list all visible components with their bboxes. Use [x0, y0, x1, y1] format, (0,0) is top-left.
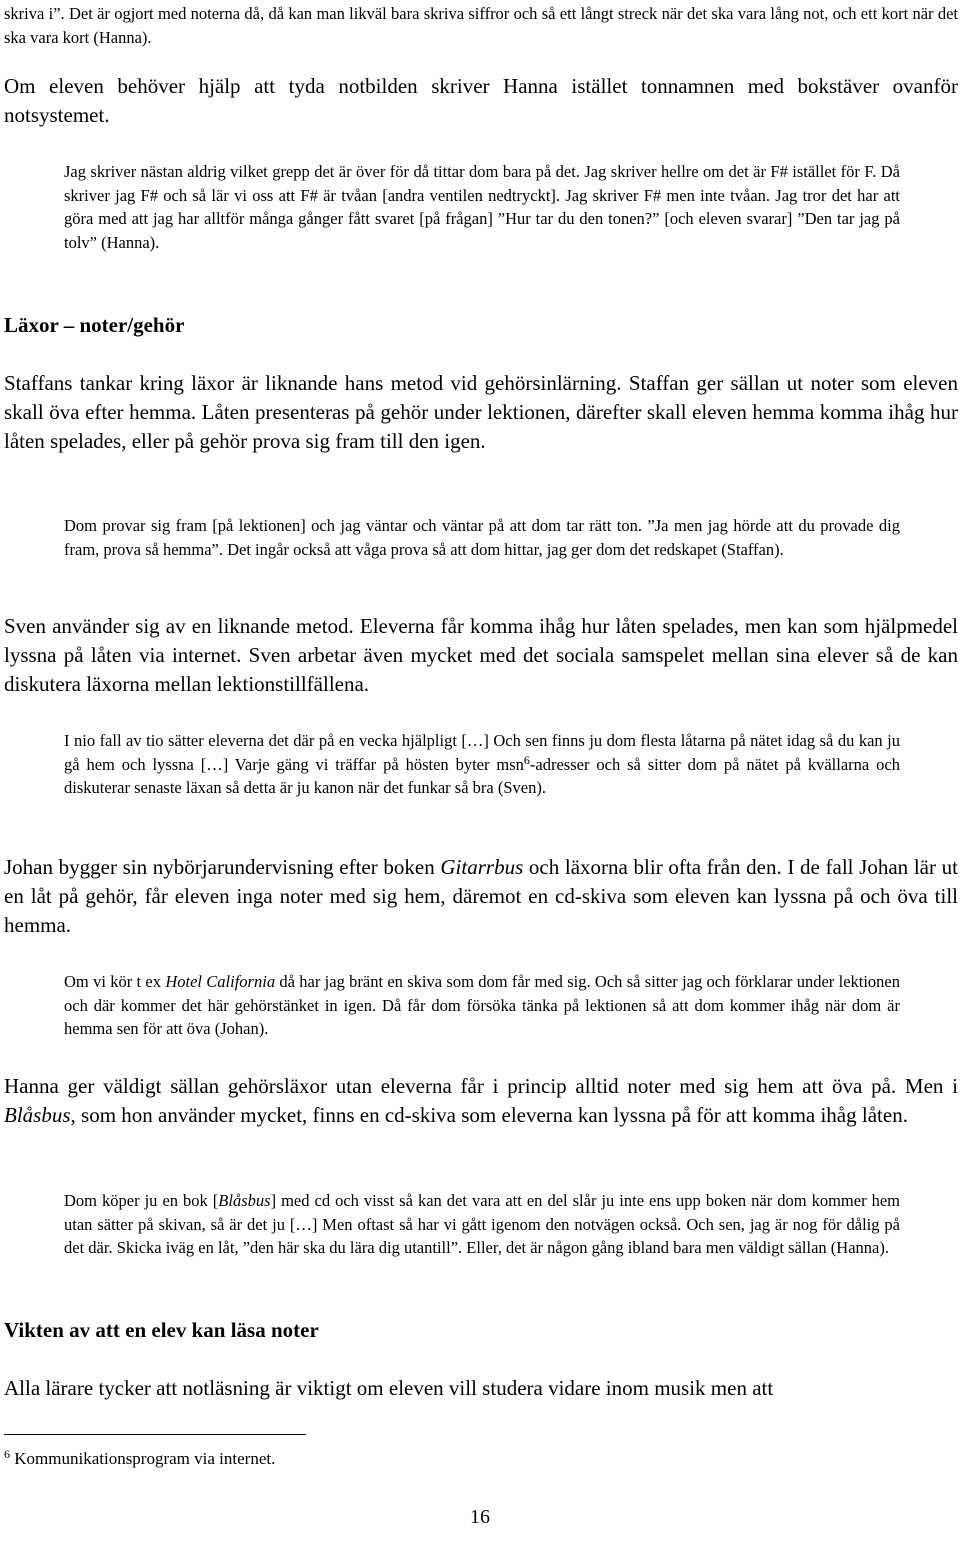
heading-laxor: Läxor – noter/gehör	[4, 313, 185, 337]
paragraph-hanna-homework	[4, 1072, 958, 1130]
paragraph-hanna-text-b: , som hon använder mycket, finns en cd-skiva som eleverna kan lyssna på för att komma ihåg låten.	[70, 1103, 908, 1127]
quote-johan-text-a: Om vi kör t ex	[64, 972, 166, 991]
paragraph-hanna-intro: Om eleven behöver hjälp att tyda notbilden skriver Hanna istället tonnamnen med bokstäver ovanför notsystemet.	[4, 74, 958, 127]
footnote-text: Kommunikationsprogram via internet.	[10, 1449, 276, 1468]
footnote-separator	[4, 1434, 306, 1435]
paragraph-hanna-text-a: Hanna ger väldigt sällan gehörsläxor utan eleverna får i princip alltid noter med sig hem att öva på. Men i	[4, 1074, 958, 1098]
song-title-hotel-california: Hotel California	[165, 972, 276, 991]
quote-sven-text-b: -adresser och så sitter dom på nätet på kvällarna och diskuterar senaste läxan så detta är ju kanon när det funkar så bra (Sven).	[64, 754, 900, 797]
book-title-blasbus: Blåsbus	[4, 1103, 71, 1127]
footnote	[4, 1447, 275, 1471]
quote-hanna2-text-a: Dom köper ju en bok [	[64, 1191, 219, 1210]
heading-vikten: Vikten av att en elev kan läsa noter	[4, 1318, 319, 1342]
quote-hanna2-text-b: ] med cd och visst så kan det vara att en del slår ju inte ens upp boken när dom kommer hem utan sätter på skivan, så är det ju […] Men oftast så har vi gått igenom den notvägen också. Och sen, jag är nog för dålig på det där. Skicka iväg en låt, ”den här ska du lära dig utantill”. Eller, det är någon gång ibland bara men väldigt sällan (Hanna).	[64, 1191, 900, 1257]
quote-staffan: Dom provar sig fram [på lektionen] och jag väntar och väntar på att dom tar rätt ton. ”Ja men jag hörde att du provade dig fram, prova så hemma”. Det ingår också att våga prova så att dom hittar, jag ger dom det redskapet (Staffan).	[64, 516, 900, 559]
paragraph-johan-text-a: Johan bygger sin nybörjarundervisning efter boken	[4, 855, 441, 879]
page-number: 16	[470, 1506, 490, 1528]
footnote-ref: 6	[523, 752, 530, 767]
book-title-blasbus-quote: Blåsbus	[218, 1191, 271, 1210]
paragraph-sven: Sven använder sig av en liknande metod. Eleverna får komma ihåg hur låten spelades, men kan som hjälpmedel lyssna på låten via internet. Sven arbetar även mycket med det sociala samspelet mellan sina elever så de kan diskutera läxorna mellan lektionstillfällena.	[4, 614, 958, 696]
paragraph-johan	[4, 853, 958, 940]
quote-hanna: Jag skriver nästan aldrig vilket grepp det är över för då tittar dom bara på det. Jag skriver hellre om det är F# istället för F. Då skriver jag F# och så lär vi oss att F# är tvåan [andra ventilen nedtryckt]. Jag skriver F# men inte tvåan. Jag tror det har att göra med att jag har alltför många gånger fått svaret [på frågan] ”Hur tar du den tonen?” [och eleven svarar] ”Den tar jag på tolv” (Hanna).	[64, 162, 900, 252]
footnote-number: 6	[4, 1447, 10, 1461]
quote-johan-text-b: då har jag bränt en skiva som dom får med sig. Och så sitter jag och förklarar under lektionen och där kommer det här gehörstänket in igen. Då får dom försöka tänka på lektionen så att dom kommer ihåg när dom är hemma sen för att öva (Johan).	[64, 972, 901, 1038]
paragraph-last: Alla lärare tycker att notläsning är viktigt om eleven vill studera vidare inom musik men att	[4, 1376, 774, 1400]
quote-hanna-blasbus	[64, 1189, 900, 1260]
paragraph-johan-text-b: och läxorna blir ofta från den. I de fall Johan lär ut en låt på gehör, får eleven inga noter med sig hem, däremot en cd-skiva som eleven kan lyssna på och öva till hemma.	[4, 855, 958, 937]
paragraph-staffan: Staffans tankar kring läxor är liknande hans metod vid gehörsinlärning. Staffan ger sällan ut noter som eleven skall öva efter hemma. Låten presenteras på gehör under lektionen, därefter skall eleven hemma komma ihåg hur låten spelades, eller på gehör prova sig fram till den igen.	[4, 371, 958, 453]
quote-continuation: skriva i”. Det är ogjort med noterna då, då kan man likväl bara skriva siffror och så ett långt streck när det ska vara lång not, och ett kort när det ska vara kort (Hanna).	[4, 4, 958, 47]
book-title-gitarrbus: Gitarrbus	[440, 855, 524, 879]
quote-sven	[64, 729, 900, 800]
quote-johan	[64, 970, 900, 1041]
quote-sven-text-a: I nio fall av tio sätter eleverna det där på en vecka hjälpligt […] Och sen finns ju dom flesta låtarna på nätet idag så du kan ju gå hem och lyssna […] Varje gäng vi träffar på hösten byter msn	[64, 731, 900, 774]
